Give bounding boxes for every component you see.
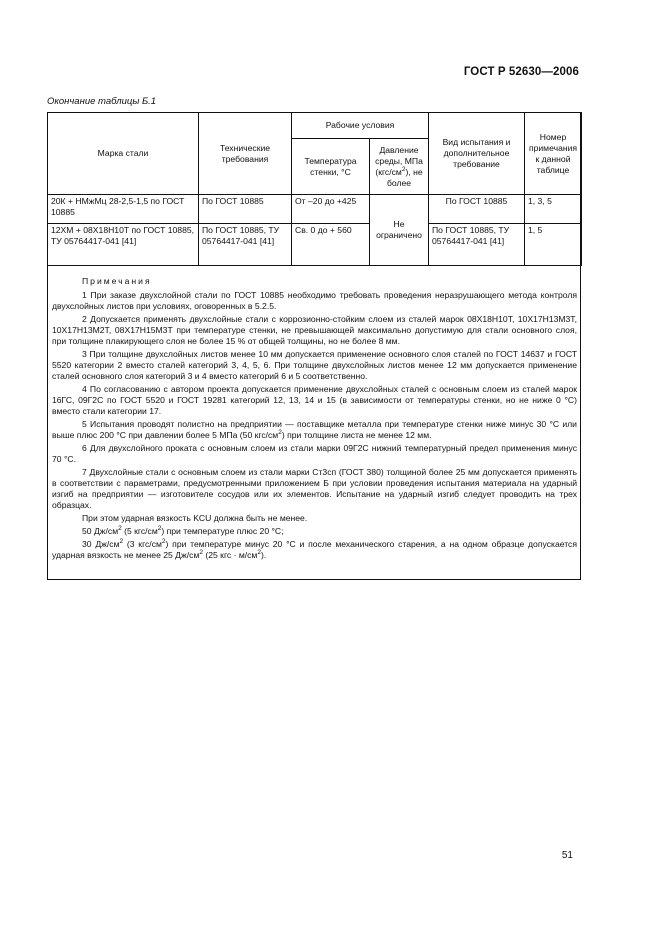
note-2: 2 Допускается применять двухслойные стали с коррозионно-стойким слоем из сталей марок 08Х18Н10Т, 10Х17Н13М3Т, 10Х17Н13М2Т, 08Х17Н15М3Т при температуре стенки, не превышающей максимально допустимую для стали основного слоя, при толщине плакирующего слоя не более 15 % от общей толщины, но не более 8 мм. (52, 314, 577, 346)
row2-grade: 12ХМ + 08Х18Н10Т по ГОСТ 10885, ТУ 05764417-041 [41] (48, 224, 199, 266)
row1-tech: По ГОСТ 10885 (199, 195, 292, 224)
row2-test: По ГОСТ 10885, ТУ 05764417-041 [41] (429, 224, 525, 266)
notes-title: Примечания (82, 276, 152, 286)
row2-temp: Св. 0 до + 560 (292, 224, 370, 266)
header-wall-temperature: Температура стенки, °С (292, 139, 370, 195)
note-7-kcu: При этом ударная вязкость KCU должна быть не менее. (82, 513, 308, 523)
row1-test: По ГОСТ 10885 (429, 195, 525, 224)
row1-note: 1, 3, 5 (525, 195, 582, 224)
note-5: 5 Испытания проводят полистно на предприятии — поставщике металла при температуре стенки ниже минус 30 °С или выше плюс 200 °С при давлении более 5 МПа (50 кгс/$см^2$) при толщине листа не менее 12 мм. (52, 419, 577, 440)
pressure-shared: Не ограничено (370, 195, 429, 266)
header-tech-requirements: Технические требования (199, 113, 292, 195)
row2-note: 1, 5 (525, 224, 582, 266)
page-number: 51 (561, 850, 573, 861)
row1-temp: От –20 до +425 (292, 195, 370, 224)
row1-grade: 20К + НМжМц 28-2,5-1,5 по ГОСТ 10885 (48, 195, 199, 224)
header-test-type: Вид испытания и дополнительное требование (429, 113, 525, 195)
document-header: ГОСТ Р 52630—2006 (463, 66, 579, 78)
notes-block (52, 276, 577, 563)
table-caption: Окончание таблицы Б.1 (47, 96, 157, 107)
row2-tech: По ГОСТ 10885, ТУ 05764417-041 [41] (199, 224, 292, 266)
note-7: 7 Двухслойные стали с основным слоем из стали марки Ст3сп (ГОСТ 380) толщиной более 25 мм допускается применять в соответствии с параметрами, предусмотренными приложением Б при условии проведения испытания материала на ударный изгиб на предприятии — изготовителе сосудов или их элементов. Испытание на ударный изгиб следует проводить на трех образцах. (52, 467, 577, 510)
note-6: 6 Для двухслойного проката с основным слоем из стали марки 09Г2С нижний температурный предел применения минус 70 °С. (52, 443, 577, 464)
note-7-kcu-20: 50 $Дж/см^2$ (5 кгс/$см^2$) при температуре плюс 20 °С; (82, 525, 284, 536)
header-steel-grade: Марка стали (48, 113, 199, 195)
note-7-kcu-minus20: 30 $Дж/см^2$ (3 кгс/$см^2$) при температуре минус 20 °С и после механического старения, а на одном образце допускается ударная вязкость не менее 25 $Дж/см^2$ (25 кгс · $м/см^2$). (52, 538, 578, 560)
note-3: 3 При толщине двухслойных листов менее 10 мм допускается применение основного слоя сталей по ГОСТ 14637 и ГОСТ 5520 категории 2 вместо сталей категорий 3, 4, 5, 6. При толщине двухслойных листов менее 12 мм допускается применение сталей основного слоя категорий 3 и 4 вместо категорий 6 и 5 соответственно. (52, 349, 577, 381)
note-1: 1 При заказе двухслойной стали по ГОСТ 10885 необходимо требовать проведения неразрушающего метода контроля двухслойных листов при условиях, оговоренных в 5.2.5. (52, 290, 577, 311)
header-working-conditions: Рабочие условия (292, 113, 429, 139)
steel-table (47, 112, 582, 266)
note-4: 4 По согласованию с автором проекта допускается применение двухслойных сталей с основным слоем из сталей марок 16ГС, 09Г2С по ГОСТ 5520 и ГОСТ 19281 категорий 12, 13, 14 и 15 (в зависимости от температуры стенки, но не ниже 0 °С) вместо стали категории 17. (52, 384, 577, 416)
header-note-number: Номер примечания к данной таблице (525, 113, 582, 195)
header-pressure: Давление среды, МПа $(кгс/см^2)$, не более (370, 139, 429, 195)
